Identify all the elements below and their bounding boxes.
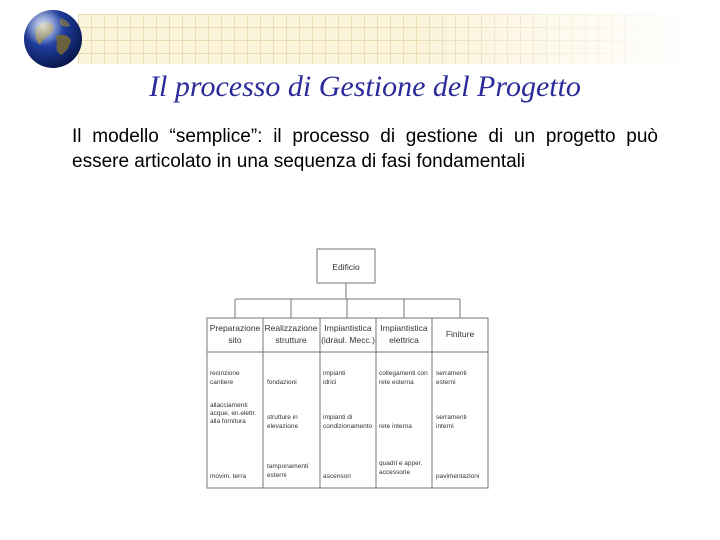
phase-label: strutture	[275, 335, 307, 345]
activity-item: rete esterna	[379, 379, 414, 386]
slide-title: Il processo di Gestione del Progetto	[149, 70, 581, 103]
activity-item: fondazioni	[267, 379, 297, 386]
activity-item: movim. terra	[210, 473, 247, 480]
activity-item: collegamenti con	[379, 370, 428, 377]
phase-label: Finiture	[445, 329, 475, 339]
header-decoration	[78, 14, 692, 64]
phase-node	[320, 318, 376, 352]
activity-item: cantiere	[210, 379, 234, 386]
slide-body-text: Il modello “semplice”: il processo di gestione di un progetto può essere articolato in una sequenza di fasi fondamentali	[72, 126, 658, 172]
activity-item: serramenti	[436, 414, 467, 421]
activity-item: esterni	[267, 472, 287, 479]
activity-item: elevazione	[267, 423, 299, 430]
root-node-label: Edificio	[332, 262, 360, 272]
activity-item: accessorie	[379, 469, 411, 476]
phase-label: Impiantistica	[324, 323, 372, 333]
activity-item: rete interna	[379, 423, 412, 430]
phase-label: elettrica	[389, 335, 419, 345]
phase-label: sito	[228, 335, 242, 345]
phase-node	[432, 318, 488, 352]
activity-item: strutture in	[267, 414, 298, 421]
activity-item: condizionamento	[323, 423, 373, 430]
phase-node	[376, 318, 432, 352]
phase-label: Preparazione	[209, 323, 261, 333]
activity-item: acque, en.elettr.	[210, 410, 257, 417]
phase-label: (idraul. Mecc.)	[321, 335, 375, 345]
phase-node	[207, 318, 263, 352]
activity-item: alla fornitura	[210, 418, 246, 425]
activity-item: idrici	[323, 379, 337, 386]
activity-item: pavimentazioni	[436, 473, 480, 480]
phase-node	[263, 318, 320, 352]
activity-items	[210, 370, 479, 480]
activity-item: quadri e apper.	[379, 460, 423, 467]
activity-item: impianti di	[323, 414, 353, 421]
globe-icon	[22, 8, 84, 70]
activity-item: tamponamenti	[267, 463, 309, 470]
activity-item: allacciamenti	[210, 402, 248, 409]
activity-item: interni	[436, 423, 454, 430]
activity-item: ascensori	[323, 473, 351, 480]
phase-label: Realizzazione	[264, 323, 318, 333]
activity-item: impianti	[323, 370, 346, 377]
activity-item: recinzione	[210, 370, 240, 377]
phase-label: Impiantistica	[380, 323, 428, 333]
wbs-diagram	[205, 246, 490, 491]
activity-item: serramenti	[436, 370, 467, 377]
activity-item: esterni	[436, 379, 456, 386]
